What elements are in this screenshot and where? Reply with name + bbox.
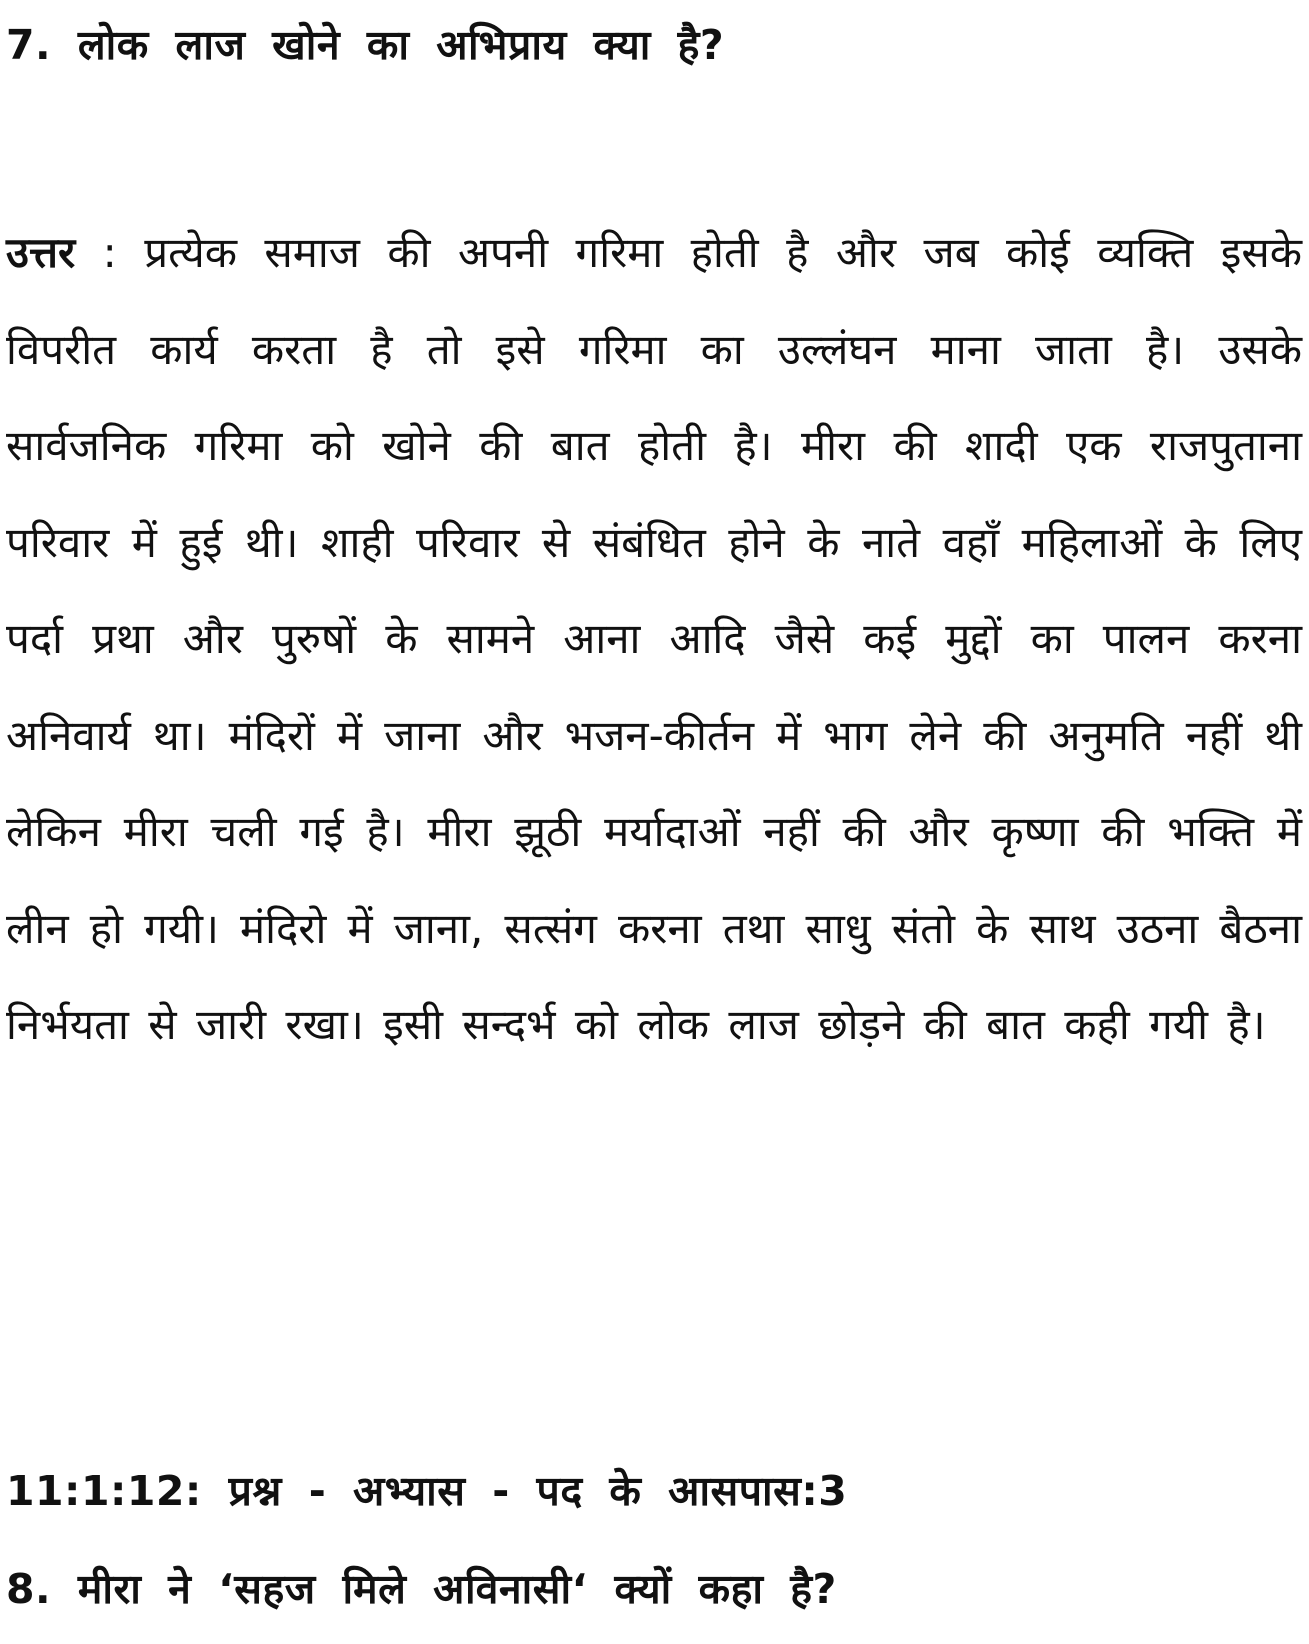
answer-label: उत्तर: [6, 228, 76, 277]
answer-7-text: प्रत्येक समाज की अपनी गरिमा होती है और जब कोई व्यक्ति इसके विपरीत कार्य करता है तो इसे गरिमा का उल्लंघन माना जाता है। उसके सार्वजनिक गरिमा को खोने की बात होती है। मीरा की शादी एक राजपुताना परिवार में हुई थी। शाही परिवार से संबंधित होने के नाते वहाँ महिलाओं के लिए पर्दा प्रथा और पुरुषों के सामने आना आदि जैसे कई मुद्दों का पालन करना अनिवार्य था। मंदिरों में जाना और भजन-कीर्तन में भाग लेने की अनुमति नहीं थी लेकिन मीरा चली गई है। मीरा झूठी मर्यादाओं नहीं की और कृष्णा की भक्ति में लीन हो गयी। मंदिरो में जाना, सत्संग करना तथा साधु संतो के साथ उठना बैठना निर्भयता से जारी रखा। इसी सन्दर्भ को लोक लाज छोड़ने की बात कही गयी है।: [6, 228, 1303, 1049]
answer-7-paragraph: [6, 205, 1302, 1074]
document-page: [6, 0, 1302, 1644]
question-7-heading: 7. लोक लाज खोने का अभिप्राय क्या है?: [6, 21, 725, 69]
answer-label-separator: :: [75, 228, 145, 277]
question-8-heading: 8. मीरा ने ‘सहज मिले अविनासी‘ क्यों कहा है?: [6, 1565, 837, 1613]
section-heading: 11:1:12: प्रश्न - अभ्यास - पद के आसपास:3: [6, 1467, 848, 1515]
